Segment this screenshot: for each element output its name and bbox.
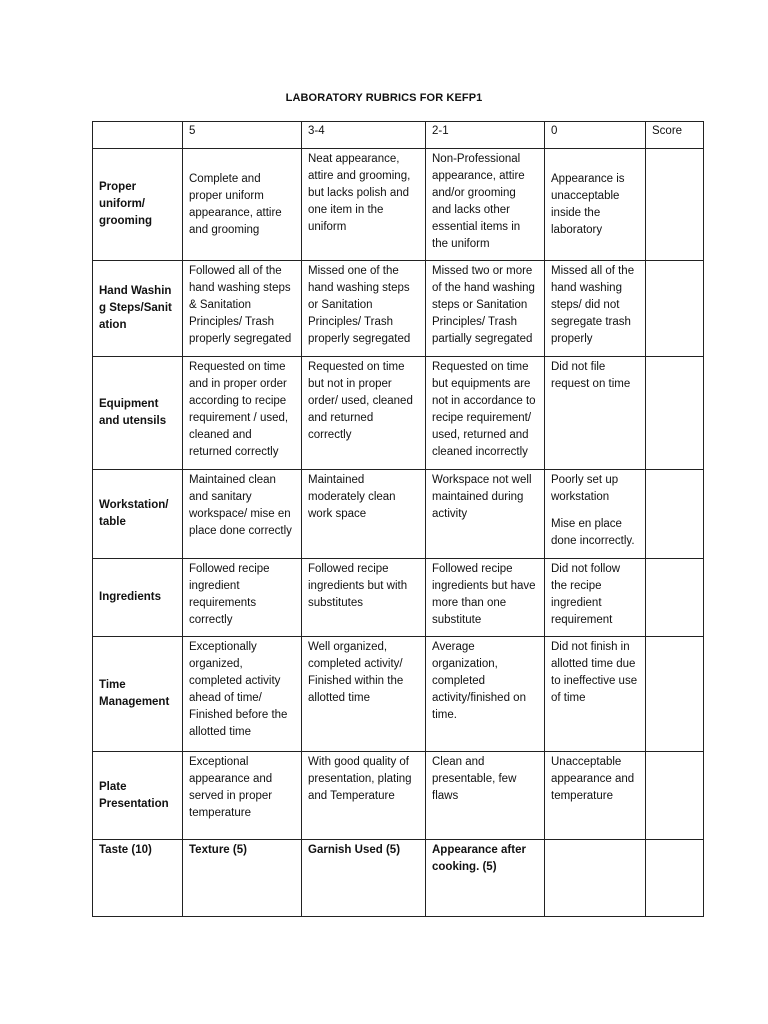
score-cell (646, 637, 704, 752)
score-cell (646, 261, 704, 357)
rubric-cell: Followed recipe ingredients but with substitutes (302, 559, 426, 637)
criterion-label: Hand Washing Steps/Sanitation (93, 261, 183, 357)
header-cell: Score (646, 122, 704, 149)
score-cell (646, 752, 704, 840)
rubric-table (92, 121, 704, 917)
table-row (93, 357, 704, 470)
criterion-label: Plate Presentation (93, 752, 183, 840)
rubric-cell: Missed all of the hand washing steps/ did not segregate trash properly (545, 261, 646, 357)
header-cell: 0 (545, 122, 646, 149)
rubric-cell-text: Poorly set up workstation (551, 474, 619, 503)
header-cell (93, 122, 183, 149)
rubric-cell: Requested on time but equipments are not in accordance to recipe requirement/ used, returned and cleaned incorrectly (426, 357, 545, 470)
rubric-cell: Non-Professional appearance, attire and/or grooming and lacks other essential items in the uniform (426, 149, 545, 261)
rubric-cell: Followed recipe ingredients but have more than one substitute (426, 559, 545, 637)
rubric-cell: Garnish Used (5) (302, 840, 426, 917)
rubric-cell: Did not follow the recipe ingredient requirement (545, 559, 646, 637)
rubric-cell (545, 470, 646, 559)
criterion-label: Time Management (93, 637, 183, 752)
rubric-cell: Requested on time but not in proper order/ used, cleaned and returned correctly (302, 357, 426, 470)
rubric-cell: Did not finish in allotted time due to ineffective use of time (545, 637, 646, 752)
score-cell (646, 840, 704, 917)
criterion-label: Taste (10) (93, 840, 183, 917)
header-cell: 3-4 (302, 122, 426, 149)
rubric-cell: Exceptional appearance and served in proper temperature (183, 752, 302, 840)
rubric-cell: Appearance is unacceptable inside the laboratory (545, 149, 646, 261)
table-row (93, 149, 704, 261)
rubric-cell: Complete and proper uniform appearance, attire and grooming (183, 149, 302, 261)
table-row (93, 559, 704, 637)
table-row (93, 752, 704, 840)
score-cell (646, 357, 704, 470)
rubric-cell: Maintained clean and sanitary workspace/ mise en place done correctly (183, 470, 302, 559)
table-row (93, 470, 704, 559)
rubric-cell: Appearance after cooking. (5) (426, 840, 545, 917)
table-row (93, 637, 704, 752)
rubric-cell: Missed one of the hand washing steps or Sanitation Principles/ Trash properly segregated (302, 261, 426, 357)
rubric-cell: Unacceptable appearance and temperature (545, 752, 646, 840)
rubric-cell-text: Mise en place done incorrectly. (551, 518, 635, 547)
rubric-cell: Neat appearance, attire and grooming, but lacks polish and one item in the uniform (302, 149, 426, 261)
criterion-label: Proper uniform/ grooming (93, 149, 183, 261)
rubric-cell: Missed two or more of the hand washing steps or Sanitation Principles/ Trash partially segregated (426, 261, 545, 357)
rubric-cell (545, 840, 646, 917)
rubric-cell: Did not file request on time (545, 357, 646, 470)
rubric-cell: With good quality of presentation, plating and Temperature (302, 752, 426, 840)
score-cell (646, 470, 704, 559)
criterion-label: Ingredients (93, 559, 183, 637)
score-cell (646, 559, 704, 637)
rubric-cell: Maintained moderately clean work space (302, 470, 426, 559)
rubric-cell: Followed all of the hand washing steps & Sanitation Principles/ Trash properly segregated (183, 261, 302, 357)
criterion-label: Workstation/ table (93, 470, 183, 559)
rubric-cell: Followed recipe ingredient requirements correctly (183, 559, 302, 637)
rubric-cell: Clean and presentable, few flaws (426, 752, 545, 840)
header-cell: 5 (183, 122, 302, 149)
table-row (93, 840, 704, 917)
header-row (93, 122, 704, 149)
criterion-label: Equipment and utensils (93, 357, 183, 470)
rubric-cell: Exceptionally organized, completed activity ahead of time/ Finished before the allotted time (183, 637, 302, 752)
rubric-cell: Workspace not well maintained during activity (426, 470, 545, 559)
rubric-cell: Well organized, completed activity/ Finished within the allotted time (302, 637, 426, 752)
header-cell: 2-1 (426, 122, 545, 149)
document-title: LABORATORY RUBRICS FOR KEFP1 (285, 92, 483, 104)
rubric-cell: Texture (5) (183, 840, 302, 917)
score-cell (646, 149, 704, 261)
rubric-cell: Average organization, completed activity/finished on time. (426, 637, 545, 752)
rubric-cell: Requested on time and in proper order according to recipe requirement / used, cleaned and returned correctly (183, 357, 302, 470)
table-row (93, 261, 704, 357)
